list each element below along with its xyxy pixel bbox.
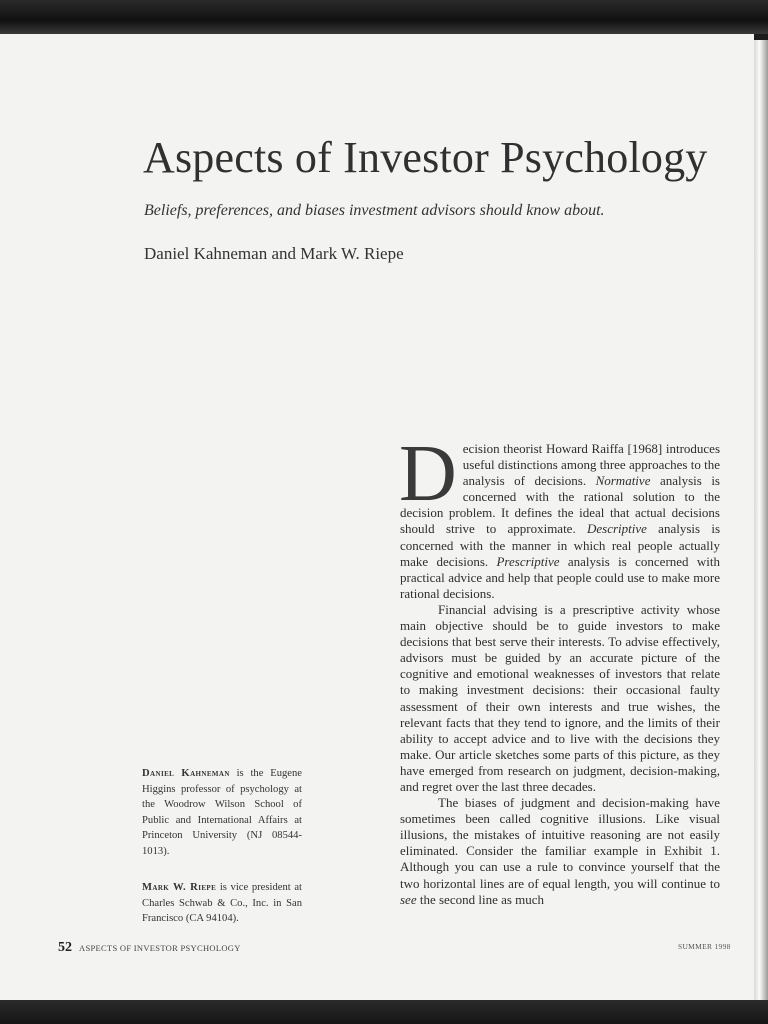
text-run: The biases of judgment and decision-making have sometimes been called cognitive illusions. Like visual illusions, the mistakes of intuitive reasoning are not easily eliminated. Consider the familiar example in Exhibit 1. Although you can use a rule to convince yourself that the two horizontal lines are of equal length, you will continue to <box>400 795 720 891</box>
text-run: analysis is concerned with the rational solution to the decision problem. It defines the ideal that actual decisions should strive to approximate. <box>400 473 720 537</box>
bio-text: is vice president at Charles Schwab & Co., Inc. in San Francisco (CA 94104). <box>142 882 302 925</box>
text-run: Financial advising is a prescriptive activity whose main objective should be to guide investors to make decisions that best serve their interests. To advise effectively, advisors must be guided by an accurate picture of the cognitive and emotional weaknesses of investors that relate to making investment decisions: their occasional faulty assessment of their own interests and true wishes, the relevant facts that they tend to ignore, and the limits of their ability to accept advice and to live with the decisions they make. Our article sketches some parts of this picture, as they have emerged from research on judgment, decision-making, and regret over the last three decades. <box>400 601 720 794</box>
text-run: analysis is concerned with practical advice and help that people could use to make more rational decisions. <box>400 553 720 601</box>
author-bio-riepe <box>142 880 302 927</box>
italic-term: Prescriptive <box>496 553 560 569</box>
scan-border-bottom <box>0 1000 768 1024</box>
bio-author-name: Daniel Kahneman <box>142 768 230 779</box>
text-run: the second line as much <box>416 891 545 907</box>
drop-cap: D <box>399 430 457 518</box>
italic-term: Normative <box>595 473 651 489</box>
italic-term: see <box>400 891 417 907</box>
text-run: ecision theorist Howard Raiffa [1968] introduces useful distinctions among three approaches to the analysis of decisions. <box>462 441 720 489</box>
running-title: ASPECTS OF INVESTOR PSYCHOLOGY <box>79 943 241 953</box>
text-run: analysis is concerned with the manner in which real people actually make decisions. <box>400 521 721 569</box>
body-column <box>399 430 721 908</box>
issue-date: SUMMER 1998 <box>678 942 731 951</box>
article-authors: Daniel Kahneman and Mark W. Riepe <box>144 244 404 263</box>
page-edge-shadow <box>754 40 768 1000</box>
article-title: Aspects of Investor Psychology <box>143 133 708 182</box>
body-paragraph-1 <box>399 430 721 602</box>
italic-term: Descriptive <box>586 521 647 537</box>
bio-author-name: Mark W. Riepe <box>142 882 217 893</box>
page-number: 52 <box>58 940 72 955</box>
page-footer-left <box>58 938 241 956</box>
body-paragraph-2 <box>400 602 720 795</box>
journal-page <box>0 34 754 1000</box>
bio-text: is the Eugene Higgins professor of psychology at the Woodrow Wilson School of Public and International Affairs at Princeton University (NJ 08544-1013). <box>142 768 302 857</box>
author-bio-kahneman <box>142 766 302 860</box>
paragraph-text <box>400 795 720 907</box>
body-paragraph-3 <box>400 795 720 908</box>
article-subtitle: Beliefs, preferences, and biases investment advisors should know about. <box>144 202 605 219</box>
scan-border-top <box>0 0 768 34</box>
paragraph-text <box>400 602 720 794</box>
